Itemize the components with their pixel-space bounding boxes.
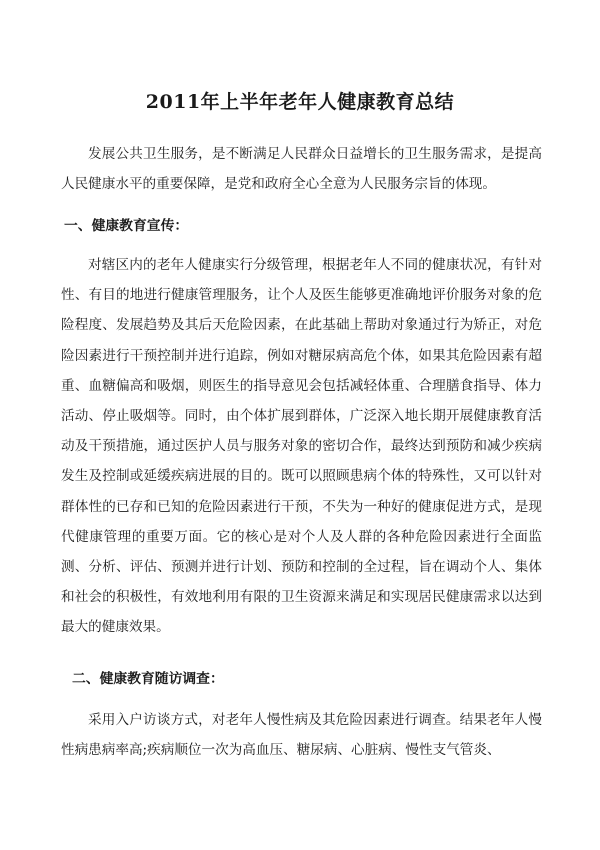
section-body-publicity: 对辖区内的老年人健康实行分级管理，根据老年人不同的健康状况，有针对性、有目的地进行健康管理服务，让个人及医生能够更准确地评价服务对象的危险程度、发展趋势及其后天危险因素，在此基础上帮助对象通过行为矫正，对危险因素进行干预控制并进行追踪，例如对糖尿病高危个体，如果其危险因素有超重、血糖偏高和吸烟，则医生的指导意见会包括减轻体重、合理膳食指导、体力活动、停止吸烟等。同时，由个体扩展到群体，广泛深入地长期开展健康教育活动及干预措施，通过医护人员与服务对象的密切合作，最终达到预防和减少疾病发生及控制或延缓疾病进展的目的。既可以照顾患病个体的特殊性，又可以针对群体性的已存和已知的危险因素进行干预，不失为一种好的健康促进方式，是现代健康管理的重要万面。它的核心是对个人及人群的各种危险因素进行全面监测、分析、评估、预测并进行计划、预防和控制的全过程，旨在调动个人、集体和社会的积极性，有效地利用有限的卫生资源来满足和实现居民健康需求以达到最大的健康效果。 [61, 257, 542, 636]
intro-paragraph: 发展公共卫生服务，是不断满足人民群众日益增长的卫生服务需求，是提高人民健康水平的重要保障，是党和政府全心全意为人民服务宗旨的体现。 [61, 146, 542, 193]
section-heading-followup: 二、健康教育随访调查： [72, 671, 224, 687]
section-heading-publicity: 一、健康教育宣传： [64, 218, 189, 234]
section-body-followup: 采用入户访谈方式，对老年人慢性病及其危险因素进行调查。结果老年人慢性病患病率高;疾病顺位一次为高血压、糖尿病、心脏病、慢性支气管炎、 [61, 712, 542, 759]
document-title: 2011年上半年老年人健康教育总结 [145, 90, 455, 113]
